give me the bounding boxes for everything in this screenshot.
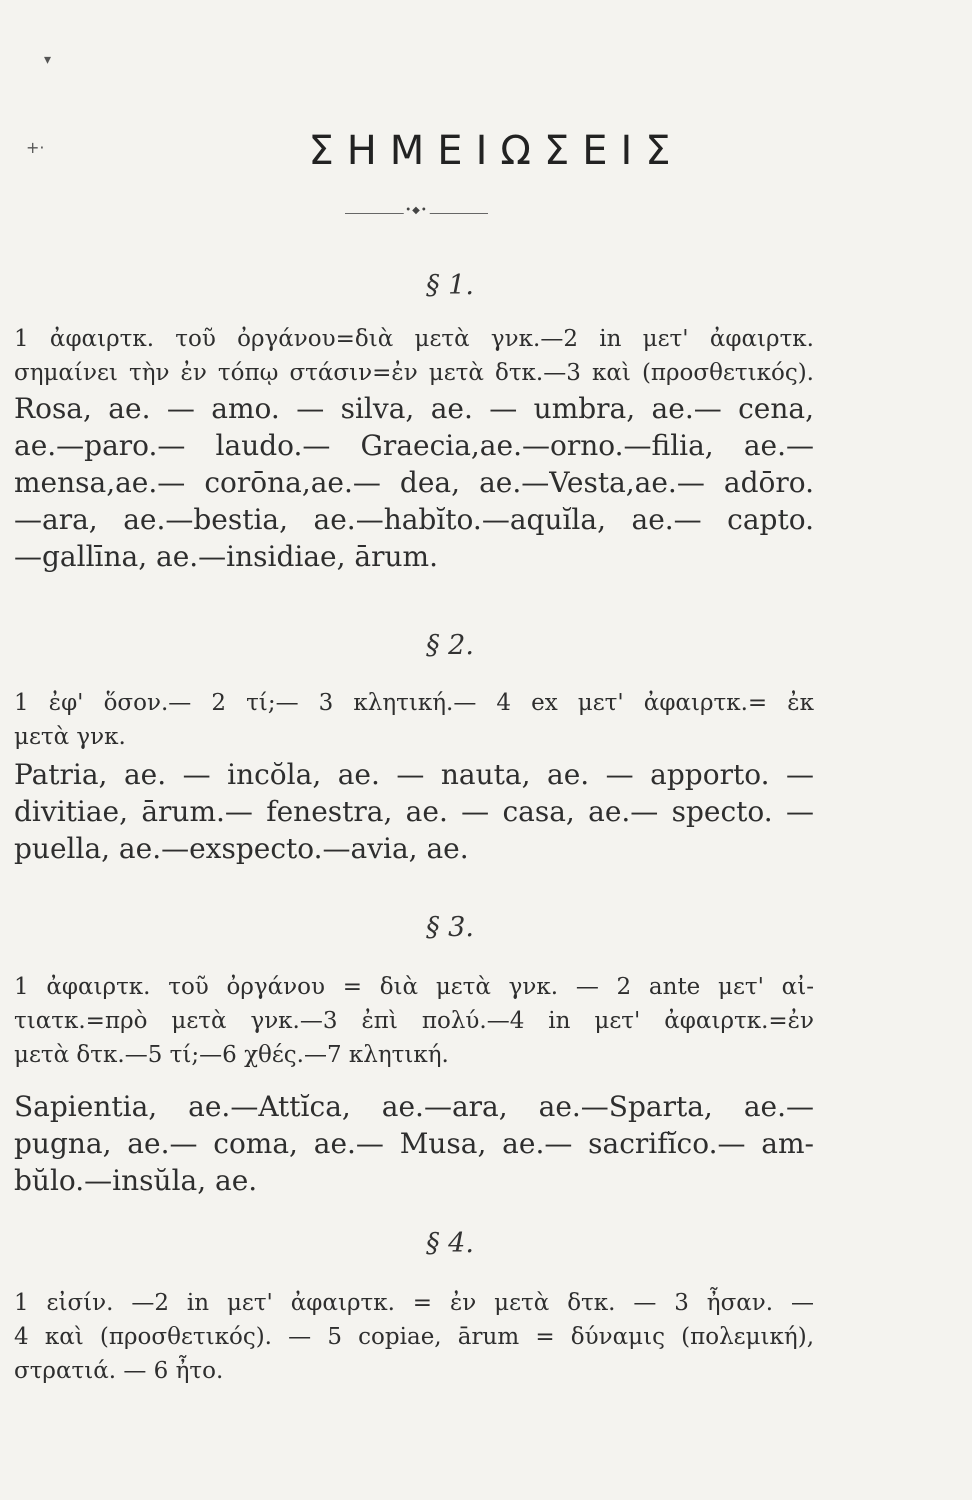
note-line: σημαίνει τὴν ἐν τόπῳ στάσιν=ἐν μετὰ δτκ.—3 καὶ (προσθετικός). (14, 360, 814, 386)
note-line: 4 καὶ (προσθετικός). — 5 copiae, ārum = δύναμις (πολεμική), (14, 1324, 814, 1350)
note-line: 1 ἐφ' ὅσον.— 2 τί;— 3 κλητική.— 4 ex μετ' ἀφαιρτκ.= ἐκ (14, 690, 814, 716)
section-notes (14, 1286, 814, 1388)
note-line: στρατιά. — 6 ἦτο. (14, 1358, 224, 1384)
vocab-line: pugna, ae.— coma, ae.— Musa, ae.— sacrifĭco.— am- (14, 1127, 814, 1160)
section-notes (14, 322, 814, 390)
rule-ornament: •◆• (405, 205, 428, 216)
vocab-line: ae.—paro.— laudo.— Graecia,ae.—orno.—filia, ae.— (14, 429, 814, 462)
vocab-line: puella, ae.—exspecto.—avia, ae. (14, 832, 469, 865)
note-line: 1 εἰσίν. —2 in μετ' ἀφαιρτκ. = ἐν μετὰ δτκ. — 3 ἦσαν. — (14, 1290, 814, 1316)
section-heading: § 2. (426, 630, 474, 661)
section-notes (14, 686, 814, 754)
vocab-line: Rosa, ae. — amo. — silva, ae. — umbra, ae.— cena, (14, 392, 814, 425)
vocab-line: Sapientia, ae.—Attĭca, ae.—ara, ae.—Sparta, ae.— (14, 1090, 814, 1123)
vocab-line: —gallīna, ae.—insidiae, ārum. (14, 540, 438, 573)
section-heading: § 3. (426, 912, 474, 943)
note-line: 1 ἀφαιρτκ. τοῦ ὀργάνου=διὰ μετὰ γνκ.—2 in μετ' ἀφαιρτκ. (14, 326, 814, 352)
vocab-line: divitiae, ārum.— fenestra, ae. — casa, ae.— specto. — (14, 795, 814, 828)
section-notes (14, 970, 814, 1072)
vocab-line: —ara, ae.—bestia, ae.—habĭto.—aquĭla, ae.— capto. (14, 503, 814, 536)
vocab-line: bŭlo.—insŭla, ae. (14, 1164, 258, 1197)
note-line: μετὰ δτκ.—5 τί;—6 χθές.—7 κλητική. (14, 1042, 449, 1068)
section-vocabulary (14, 390, 814, 575)
note-line: μετὰ γνκ. (14, 724, 126, 750)
vocab-line: Patria, ae. — incŏla, ae. — nauta, ae. — apporto. — (14, 758, 814, 791)
note-line: 1 ἀφαιρτκ. τοῦ ὀργάνου = διὰ μετὰ γνκ. — 2 ante μετ' αἰ- (14, 974, 814, 1000)
section-vocabulary (14, 756, 814, 867)
section-heading: § 4. (426, 1228, 474, 1259)
section-vocabulary (14, 1088, 814, 1199)
section-heading: § 1. (426, 270, 474, 301)
print-speck: ▾ (44, 52, 52, 68)
vocab-line: mensa,ae.— corōna,ae.— dea, ae.—Vesta,ae.— adōro. (14, 466, 814, 499)
print-speck: +· (26, 138, 45, 157)
page-title: ΣΗΜΕΙΩΣΕΙΣ (308, 128, 684, 174)
title-rule (345, 205, 488, 216)
note-line: τιατκ.=πρὸ μετὰ γνκ.—3 ἐπὶ πολύ.—4 in μετ' ἀφαιρτκ.=ἐν (14, 1008, 814, 1034)
